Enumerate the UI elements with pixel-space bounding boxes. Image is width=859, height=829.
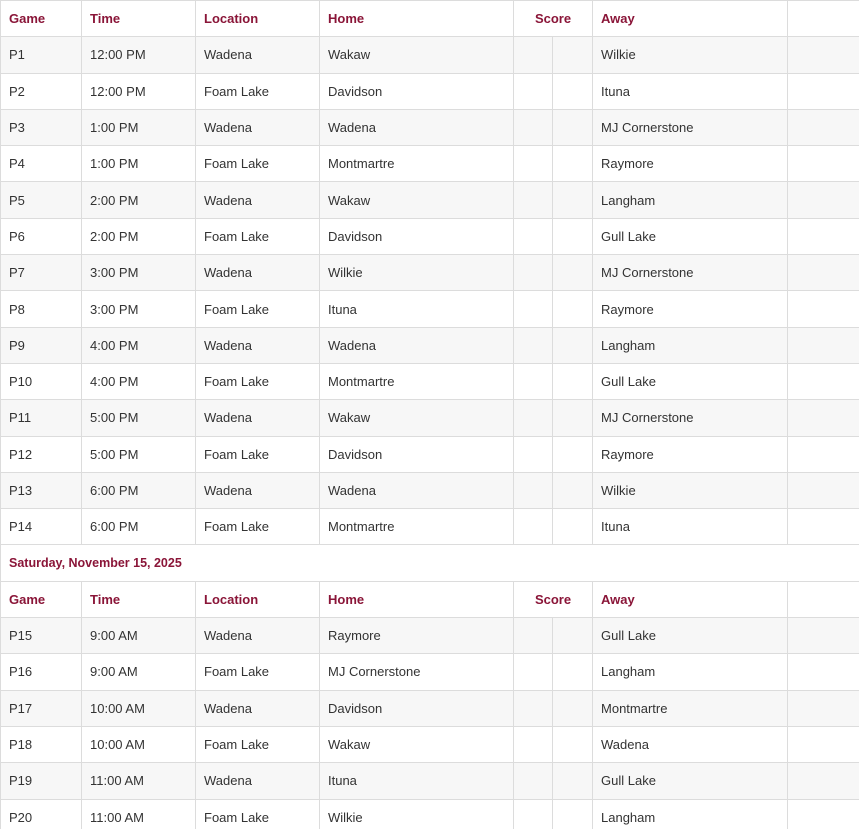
away-cell: Montmartre (593, 690, 788, 726)
header-time: Time (82, 581, 196, 617)
header-row-2 (1, 581, 859, 617)
location-cell: Foam Lake (196, 509, 320, 545)
table-row (1, 363, 859, 399)
home-cell: MJ Cornerstone (320, 654, 514, 690)
time-cell: 1:00 PM (82, 146, 196, 182)
home-score-cell (514, 146, 553, 182)
home-score-cell (514, 799, 553, 829)
header-score: Score (514, 581, 593, 617)
home-cell: Ituna (320, 291, 514, 327)
location-cell: Foam Lake (196, 291, 320, 327)
away-cell: Gull Lake (593, 618, 788, 654)
extra-cell (788, 363, 859, 399)
away-cell: Gull Lake (593, 363, 788, 399)
time-cell: 11:00 AM (82, 799, 196, 829)
time-cell: 4:00 PM (82, 363, 196, 399)
home-cell: Montmartre (320, 509, 514, 545)
table-row (1, 799, 859, 829)
table-row (1, 291, 859, 327)
extra-cell (788, 218, 859, 254)
away-cell: Langham (593, 182, 788, 218)
location-cell: Wadena (196, 255, 320, 291)
extra-cell (788, 726, 859, 762)
header-time: Time (82, 1, 196, 37)
table-row (1, 472, 859, 508)
time-cell: 10:00 AM (82, 690, 196, 726)
game-cell: P11 (1, 400, 82, 436)
game-cell: P16 (1, 654, 82, 690)
game-cell: P18 (1, 726, 82, 762)
header-extra (788, 1, 859, 37)
header-row (1, 1, 859, 37)
home-cell: Wadena (320, 109, 514, 145)
home-score-cell (514, 37, 553, 73)
home-cell: Wakaw (320, 37, 514, 73)
location-cell: Wadena (196, 327, 320, 363)
table-row (1, 618, 859, 654)
table-row (1, 327, 859, 363)
home-cell: Montmartre (320, 363, 514, 399)
away-score-cell (553, 618, 593, 654)
game-cell: P20 (1, 799, 82, 829)
away-score-cell (553, 218, 593, 254)
table-row (1, 255, 859, 291)
away-score-cell (553, 182, 593, 218)
home-score-cell (514, 255, 553, 291)
game-cell: P19 (1, 763, 82, 799)
away-cell: Ituna (593, 73, 788, 109)
table-row (1, 436, 859, 472)
away-cell: Wilkie (593, 472, 788, 508)
extra-cell (788, 109, 859, 145)
away-score-cell (553, 37, 593, 73)
away-cell: Langham (593, 799, 788, 829)
table-row (1, 73, 859, 109)
home-score-cell (514, 618, 553, 654)
game-cell: P2 (1, 73, 82, 109)
header-score: Score (514, 1, 593, 37)
away-score-cell (553, 363, 593, 399)
table-row (1, 763, 859, 799)
home-cell: Davidson (320, 73, 514, 109)
away-cell: Wilkie (593, 37, 788, 73)
table-row (1, 400, 859, 436)
home-score-cell (514, 291, 553, 327)
table-row (1, 37, 859, 73)
extra-cell (788, 654, 859, 690)
games-section-2 (1, 618, 859, 829)
game-cell: P4 (1, 146, 82, 182)
time-cell: 9:00 AM (82, 654, 196, 690)
game-cell: P10 (1, 363, 82, 399)
extra-cell (788, 37, 859, 73)
home-cell: Ituna (320, 763, 514, 799)
location-cell: Foam Lake (196, 363, 320, 399)
date-heading: Saturday, November 15, 2025 (1, 545, 859, 581)
time-cell: 2:00 PM (82, 182, 196, 218)
home-score-cell (514, 726, 553, 762)
home-cell: Wakaw (320, 182, 514, 218)
away-score-cell (553, 109, 593, 145)
home-cell: Wilkie (320, 799, 514, 829)
location-cell: Wadena (196, 182, 320, 218)
table-row (1, 182, 859, 218)
location-cell: Wadena (196, 109, 320, 145)
location-cell: Wadena (196, 472, 320, 508)
home-score-cell (514, 327, 553, 363)
extra-cell (788, 146, 859, 182)
extra-cell (788, 327, 859, 363)
games-section-1 (1, 37, 859, 545)
away-score-cell (553, 472, 593, 508)
away-score-cell (553, 763, 593, 799)
home-score-cell (514, 400, 553, 436)
extra-cell (788, 763, 859, 799)
time-cell: 5:00 PM (82, 436, 196, 472)
time-cell: 10:00 AM (82, 726, 196, 762)
away-cell: Langham (593, 327, 788, 363)
extra-cell (788, 255, 859, 291)
header-location: Location (196, 1, 320, 37)
location-cell: Wadena (196, 618, 320, 654)
game-cell: P6 (1, 218, 82, 254)
extra-cell (788, 73, 859, 109)
header-extra (788, 581, 859, 617)
location-cell: Foam Lake (196, 799, 320, 829)
game-cell: P12 (1, 436, 82, 472)
away-score-cell (553, 400, 593, 436)
home-score-cell (514, 690, 553, 726)
away-cell: MJ Cornerstone (593, 109, 788, 145)
time-cell: 9:00 AM (82, 618, 196, 654)
home-cell: Wadena (320, 327, 514, 363)
time-cell: 6:00 PM (82, 509, 196, 545)
home-cell: Davidson (320, 436, 514, 472)
away-cell: Raymore (593, 146, 788, 182)
game-cell: P17 (1, 690, 82, 726)
time-cell: 11:00 AM (82, 763, 196, 799)
away-score-cell (553, 73, 593, 109)
header-away: Away (593, 581, 788, 617)
time-cell: 1:00 PM (82, 109, 196, 145)
location-cell: Foam Lake (196, 726, 320, 762)
home-cell: Raymore (320, 618, 514, 654)
extra-cell (788, 472, 859, 508)
header-game: Game (1, 1, 82, 37)
home-cell: Davidson (320, 690, 514, 726)
location-cell: Foam Lake (196, 146, 320, 182)
date-section (1, 545, 859, 618)
away-score-cell (553, 654, 593, 690)
table-row (1, 509, 859, 545)
away-score-cell (553, 799, 593, 829)
table-row (1, 654, 859, 690)
game-cell: P3 (1, 109, 82, 145)
extra-cell (788, 400, 859, 436)
location-cell: Foam Lake (196, 218, 320, 254)
date-row (1, 545, 859, 581)
home-cell: Montmartre (320, 146, 514, 182)
header-game: Game (1, 581, 82, 617)
extra-cell (788, 799, 859, 829)
location-cell: Wadena (196, 400, 320, 436)
away-score-cell (553, 327, 593, 363)
game-cell: P5 (1, 182, 82, 218)
away-score-cell (553, 146, 593, 182)
game-cell: P15 (1, 618, 82, 654)
away-score-cell (553, 509, 593, 545)
away-cell: Wadena (593, 726, 788, 762)
home-cell: Wilkie (320, 255, 514, 291)
time-cell: 5:00 PM (82, 400, 196, 436)
game-cell: P9 (1, 327, 82, 363)
away-score-cell (553, 690, 593, 726)
home-score-cell (514, 73, 553, 109)
away-cell: Raymore (593, 291, 788, 327)
home-cell: Davidson (320, 218, 514, 254)
home-score-cell (514, 218, 553, 254)
table-row (1, 690, 859, 726)
away-score-cell (553, 291, 593, 327)
time-cell: 12:00 PM (82, 73, 196, 109)
location-cell: Wadena (196, 763, 320, 799)
away-cell: MJ Cornerstone (593, 400, 788, 436)
away-score-cell (553, 255, 593, 291)
home-score-cell (514, 182, 553, 218)
table-row (1, 726, 859, 762)
away-cell: Raymore (593, 436, 788, 472)
time-cell: 3:00 PM (82, 291, 196, 327)
time-cell: 4:00 PM (82, 327, 196, 363)
away-cell: Gull Lake (593, 763, 788, 799)
away-score-cell (553, 436, 593, 472)
home-cell: Wakaw (320, 726, 514, 762)
location-cell: Foam Lake (196, 436, 320, 472)
header-away: Away (593, 1, 788, 37)
time-cell: 12:00 PM (82, 37, 196, 73)
home-score-cell (514, 109, 553, 145)
time-cell: 2:00 PM (82, 218, 196, 254)
extra-cell (788, 690, 859, 726)
home-score-cell (514, 654, 553, 690)
extra-cell (788, 509, 859, 545)
away-score-cell (553, 726, 593, 762)
table-row (1, 218, 859, 254)
home-cell: Wadena (320, 472, 514, 508)
home-score-cell (514, 763, 553, 799)
away-cell: Langham (593, 654, 788, 690)
away-cell: Ituna (593, 509, 788, 545)
table-row (1, 146, 859, 182)
extra-cell (788, 291, 859, 327)
extra-cell (788, 618, 859, 654)
table-row (1, 109, 859, 145)
game-cell: P13 (1, 472, 82, 508)
location-cell: Foam Lake (196, 654, 320, 690)
home-score-cell (514, 472, 553, 508)
extra-cell (788, 436, 859, 472)
location-cell: Wadena (196, 690, 320, 726)
home-score-cell (514, 509, 553, 545)
header-home: Home (320, 1, 514, 37)
location-cell: Wadena (196, 37, 320, 73)
game-cell: P7 (1, 255, 82, 291)
header-home: Home (320, 581, 514, 617)
away-cell: MJ Cornerstone (593, 255, 788, 291)
header-location: Location (196, 581, 320, 617)
extra-cell (788, 182, 859, 218)
home-score-cell (514, 436, 553, 472)
home-cell: Wakaw (320, 400, 514, 436)
location-cell: Foam Lake (196, 73, 320, 109)
home-score-cell (514, 363, 553, 399)
game-cell: P14 (1, 509, 82, 545)
game-cell: P1 (1, 37, 82, 73)
time-cell: 3:00 PM (82, 255, 196, 291)
time-cell: 6:00 PM (82, 472, 196, 508)
game-cell: P8 (1, 291, 82, 327)
away-cell: Gull Lake (593, 218, 788, 254)
